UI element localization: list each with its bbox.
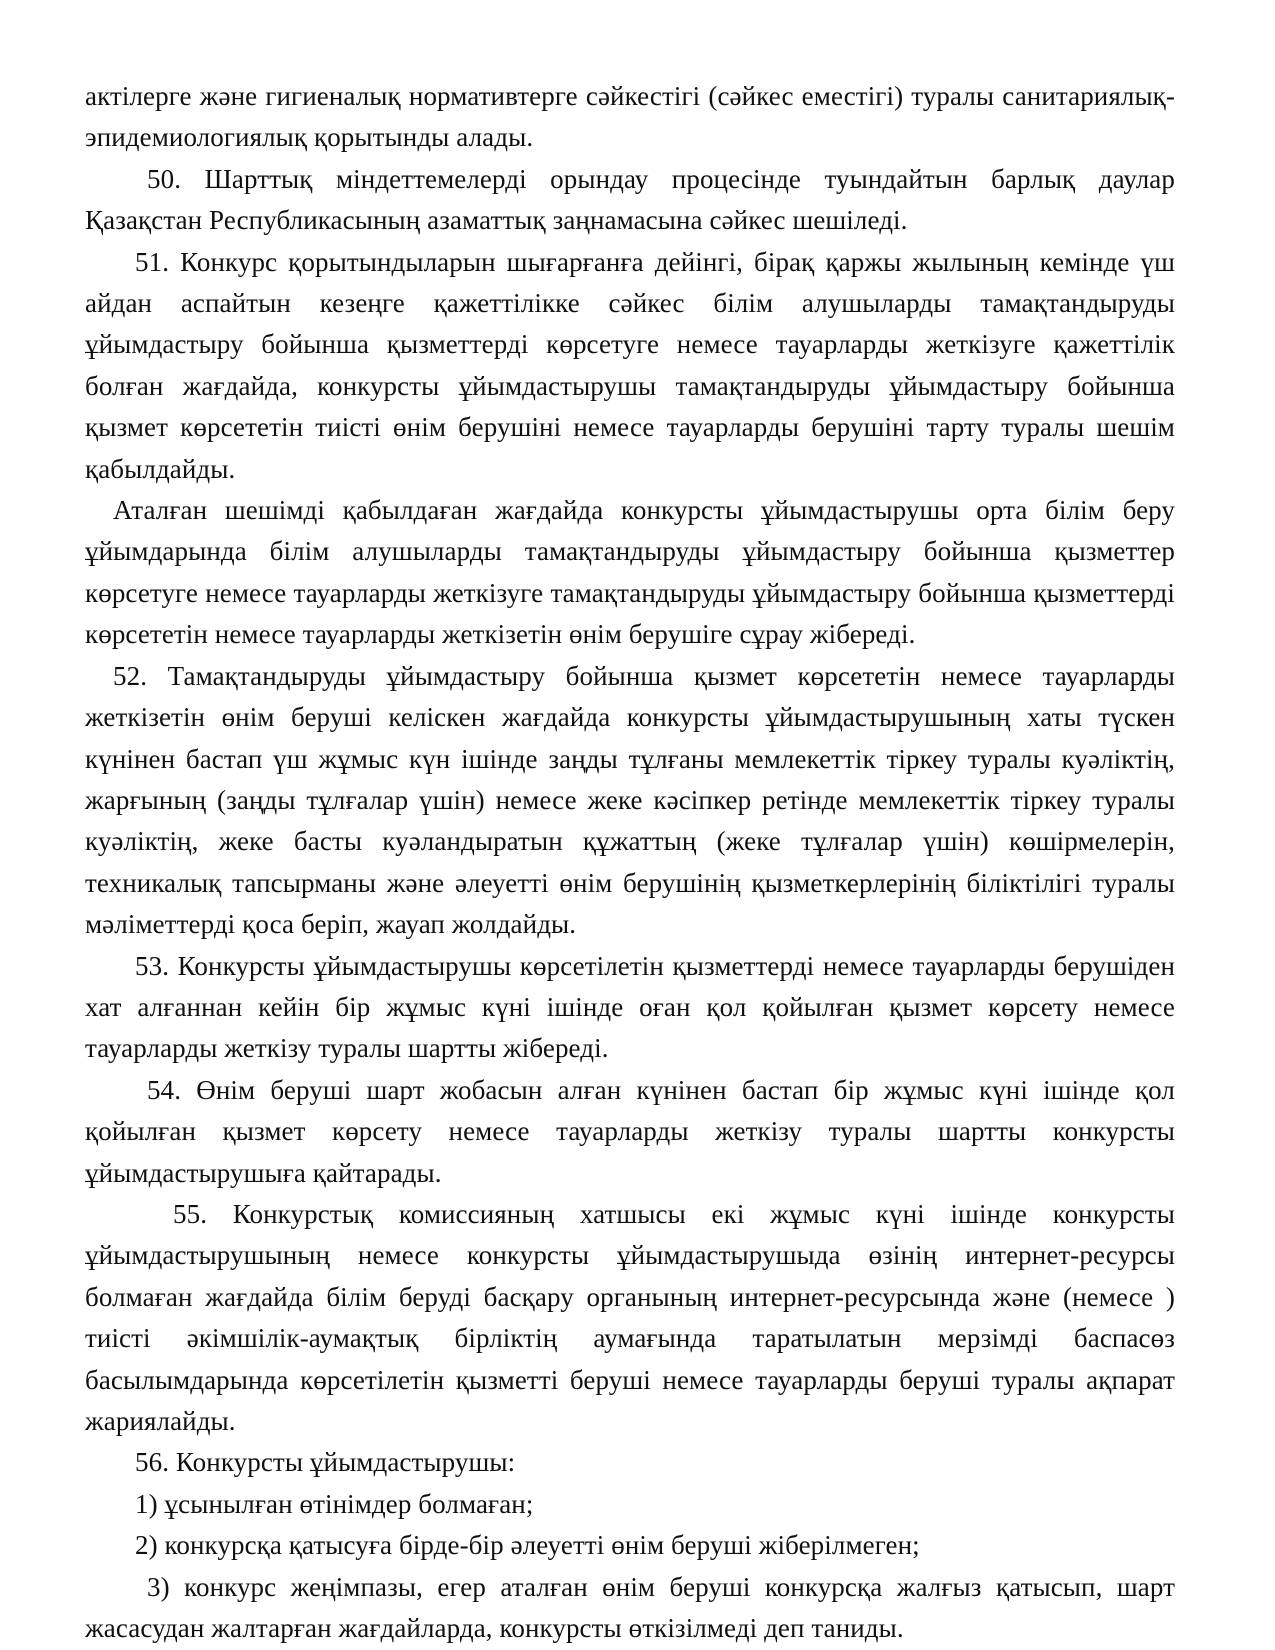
- paragraph-51: 51. Конкурс қорытындыларын шығарғанға дейінгі, бірақ қаржы жылының кемінде үш айдан аспайтын кезеңге қажеттілікке сәйкес білім алушыларды тамақтандыруды ұйымдастыру бойынша қызметтерді көрсетуге немесе тауарларды жеткізуге қажеттілік болған жағдайда, конкурсты ұйымдастырушы тамақтандыруды ұйымдастыру бойынша қызмет көрсететін тиісті өнім берушіні немесе тауарларды берушіні тарту туралы шешім қабылдайды.: [85, 246, 1175, 484]
- paragraph-56: 56. Конкурсты ұйымдастырушы:: [135, 1447, 516, 1478]
- paragraph-51-addendum: Аталған шешімді қабылдаған жағдайда конкурсты ұйымдастырушы орта білім беру ұйымдарында білім алушыларды тамақтандыруды ұйымдастыру бойынша қызметтер көрсетуге немесе тауарларды жеткізуге тамақтандыруды ұйымдастыру бойынша қызметтерді көрсететін немесе тауарларды жеткізетін өнім берушіге сұрау жібереді.: [85, 495, 1175, 650]
- list-item-2: 2) конкурсқа қатысуға бірде-бір әлеуетті өнім беруші жіберілмеген;: [135, 1530, 920, 1561]
- paragraph-50: 50. Шарттық міндеттемелерді орындау процесінде туындайтын барлық даулар Қазақстан Республикасының азаматтық заңнамасына сәйкес шешіледі.: [85, 163, 1175, 236]
- paragraph-49-continuation: актілерге және гигиеналық нормативтерге сәйкестігі (сәйкес еместігі) туралы санитариялық-эпидемиологиялық қорытынды алады.: [85, 81, 1175, 153]
- list-item-3: 3) конкурс жеңімпазы, егер аталған өнім беруші конкурсқа жалғыз қатысып, шарт жасасудан жалтарған жағдайларда, конкурсты өткізілмеді деп таниды.: [85, 1571, 1175, 1644]
- paragraph-52: 52. Тамақтандыруды ұйымдастыру бойынша қызмет көрсететін немесе тауарларды жеткізетін өнім беруші келіскен жағдайда конкурсты ұйымдастырушының хаты түскен күнінен бастап үш жұмыс күн ішінде заңды тұлғаны мемлекеттік тіркеу туралы куәліктің, жарғының (заңды тұлғалар үшін) немесе жеке кәсіпкер ретінде мемлекеттік тіркеу туралы куәліктің, жеке басты куәландыратын құжаттың (жеке тұлғалар үшін) көшірмелерін, техникалық тапсырманы және әлеуетті өнім берушінің қызметкерлерінің біліктілігі туралы мәліметтерді қоса беріп, жауап жолдайды.: [85, 660, 1175, 940]
- document-text-block: [85, 76, 1175, 1649]
- paragraph-54: 54. Өнім беруші шарт жобасын алған күнінен бастап бір жұмыс күні ішінде қол қойылған қызмет көрсету немесе тауарларды жеткізу туралы шартты конкурсты ұйымдастырушыға қайтарады.: [85, 1074, 1175, 1188]
- list-item-1: 1) ұсынылған өтінімдер болмаған;: [135, 1488, 534, 1519]
- paragraph-55: 55. Конкурстық комиссияның хатшысы екі жұмыс күні ішінде конкурсты ұйымдастырушының немесе конкурсты ұйымдастырушыда өзінің интернет-ресурсы болмаған жағдайда білім беруді басқару органының интернет-ресурсында және (немесе ) тиісті әкімшілік-аумақтық бірліктің аумағында таратылатын мерзімді баспасөз басылымдарында көрсетілетін қызметті беруші немесе тауарларды беруші туралы ақпарат жариялайды.: [85, 1198, 1175, 1436]
- paragraph-53: 53. Конкурсты ұйымдастырушы көрсетілетін қызметтерді немесе тауарларды берушіден хат алғаннан кейін бір жұмыс күні ішінде оған қол қойылған қызмет көрсету немесе тауарларды жеткізу туралы шартты жібереді.: [85, 950, 1175, 1064]
